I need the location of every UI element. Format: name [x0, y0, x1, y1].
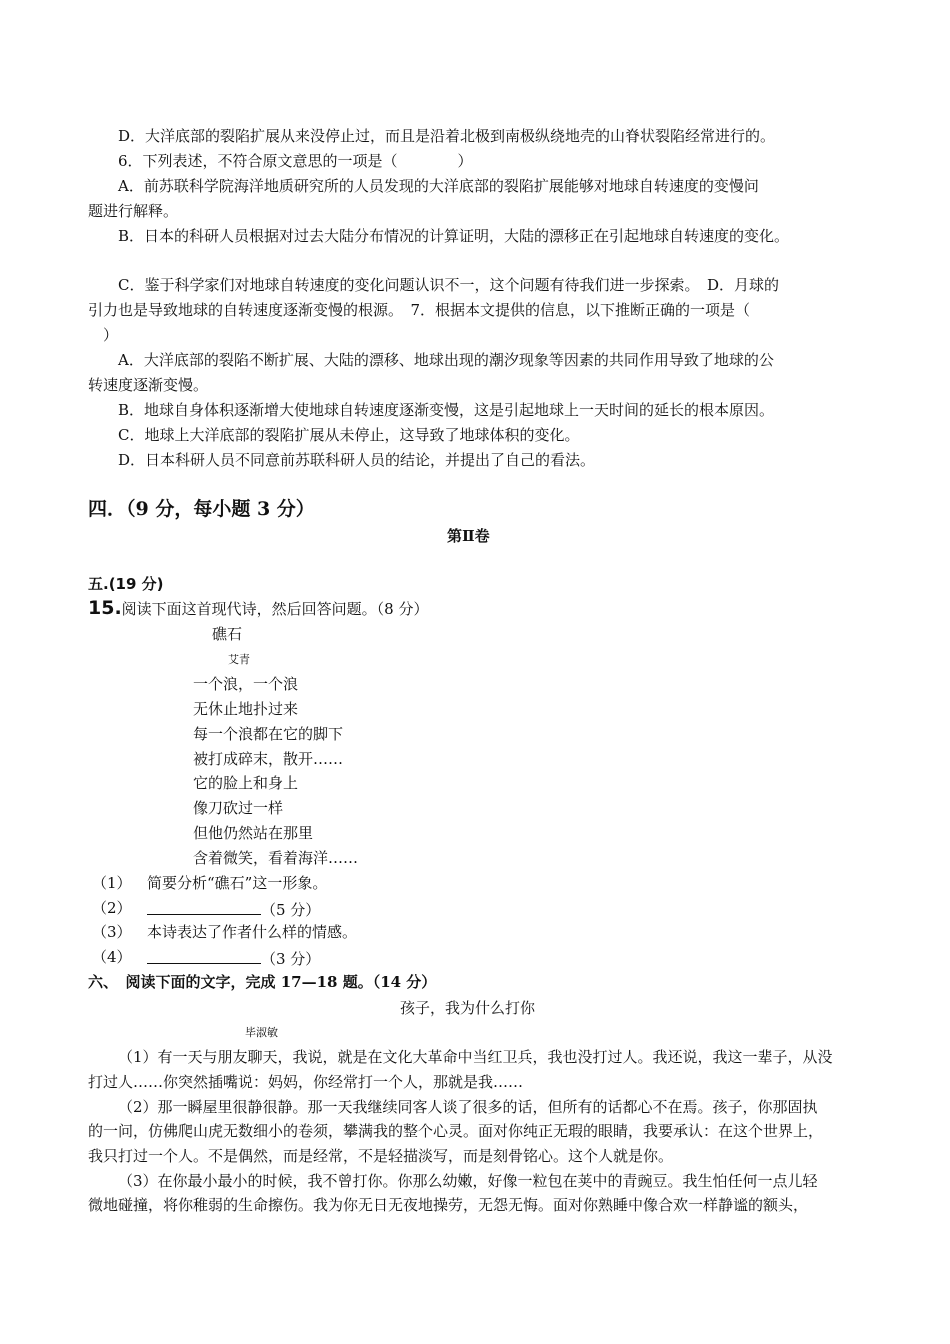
- q7-option-c: C．地球上大洋底部的裂陷扩展从未停止，这导致了地球体积的变化。: [118, 426, 580, 444]
- answer-blank[interactable]: [147, 898, 261, 915]
- answer-line-row: [147, 898, 320, 920]
- q7-option-d: D．日本科研人员不同意前苏联科研人员的结论，并提出了自己的看法。: [118, 451, 596, 469]
- q6-stem: 6．下列表述，不符合原文意思的一项是（ ）: [118, 152, 473, 170]
- sub-question-text: 本诗表达了作者什么样的情感。: [147, 923, 358, 941]
- answer-line-row: [147, 947, 320, 969]
- q7-option-a-line2: 转速度逐渐变慢。: [88, 376, 209, 394]
- q7-option-b: B．地球自身体积逐渐增大使地球自转速度逐渐变慢，这是引起地球上一天时间的延长的根本原因。: [118, 401, 775, 419]
- sub-question-number: （1）: [92, 874, 132, 892]
- sub-question-number: （4）: [92, 948, 132, 966]
- poem-line: 含着微笑，看着海洋……: [193, 849, 359, 867]
- article-line: （1）有一天与朋友聊天，我说，就是在文化大革命中当红卫兵，我也没打过人。我还说，我这一辈子，从没: [118, 1048, 833, 1066]
- q6-option-c-line2: 引力也是导致地球的自转速度逐渐变慢的根源。 7．根据本文提供的信息，以下推断正确的一项是（: [88, 301, 751, 319]
- article-line: 的一问，仿佛爬山虎无数细小的卷须，攀满我的整个心灵。面对你纯正无瑕的眼睛，我要承认：在这个世界上，: [88, 1122, 824, 1140]
- sub-question-number: （2）: [92, 899, 132, 917]
- sub-question-score: （3 分）: [261, 950, 321, 968]
- sub-question-text: 简要分析“礁石”这一形象。: [147, 874, 328, 892]
- sub-question-score: （5 分）: [261, 901, 321, 919]
- article-line: 微地碰撞，将你稚弱的生命擦伤。我为你无日无夜地操劳，无怨无悔。面对你熟睡中像合欢一样静谧的额头，: [88, 1196, 809, 1214]
- poem-line: 被打成碎末，散开……: [193, 750, 344, 768]
- section-six-heading: 六、 阅读下面的文字，完成 17—18 题。（14 分）: [88, 973, 437, 991]
- article-author: 毕淑敏: [245, 1026, 278, 1039]
- answer-blank[interactable]: [147, 947, 261, 964]
- section-four-heading: 四．（9 分，每小题 3 分）: [88, 498, 315, 520]
- article-title: 孩子，我为什么打你: [400, 999, 536, 1017]
- q7-option-a-line1: A．大洋底部的裂陷不断扩展、大陆的漂移、地球出现的潮汐现象等因素的共同作用导致了地球的公: [118, 351, 774, 369]
- poem-author: 艾青: [228, 653, 250, 666]
- poem-title: 礁石: [212, 625, 243, 643]
- q6-option-c-line1: C．鉴于科学家们对地球自转速度的变化问题认识不一，这个问题有待我们进一步探索。 D．月球的: [118, 276, 780, 294]
- q5-option-d: D．大洋底部的裂陷扩展从来没停止过，而且是沿着北极到南极纵绕地壳的山脊状裂陷经常进行的。: [118, 127, 776, 145]
- q6-option-a-line2: 题进行解释。: [88, 202, 179, 220]
- q7-stem-close: ）: [103, 326, 119, 344]
- poem-line: 但他仍然站在那里: [193, 824, 314, 842]
- q6-option-a-line1: A．前苏联科学院海洋地质研究所的人员发现的大洋底部的裂陷扩展能够对地球自转速度的变慢问: [118, 177, 759, 195]
- poem-line: 一个浪，一个浪: [193, 675, 299, 693]
- article-line: 打过人……你突然插嘴说：妈妈，你经常打一个人，那就是我……: [88, 1073, 524, 1091]
- question-15: [88, 598, 429, 619]
- poem-line: 无休止地扑过来: [193, 700, 299, 718]
- article-line: （3）在你最小最小的时候，我不曾打你。你那么幼嫩，好像一粒包在荚中的青豌豆。我生怕任何一点儿轻: [118, 1172, 818, 1190]
- sub-question-number: （3）: [92, 923, 132, 941]
- poem-line: 像刀砍过一样: [193, 799, 284, 817]
- article-line: 我只打过一个人。不是偶然，而是经常，不是轻描淡写，而是刻骨铭心。这个人就是你。: [88, 1147, 674, 1165]
- question-15-number: 15.: [88, 597, 122, 619]
- volume-two-heading: 第Ⅱ卷: [447, 527, 490, 545]
- q6-option-b: B．日本的科研人员根据对过去大陆分布情况的计算证明，大陆的漂移正在引起地球自转速度的变化。: [118, 227, 790, 245]
- poem-line: 每一个浪都在它的脚下: [193, 725, 344, 743]
- article-line: （2）那一瞬屋里很静很静。那一天我继续同客人谈了很多的话，但所有的话都心不在焉。孩子，你那固执: [118, 1098, 818, 1116]
- question-15-text: 阅读下面这首现代诗，然后回答问题。（8 分）: [121, 600, 429, 618]
- section-five-heading: 五.(19 分): [88, 575, 164, 593]
- poem-line: 它的脸上和身上: [193, 774, 299, 792]
